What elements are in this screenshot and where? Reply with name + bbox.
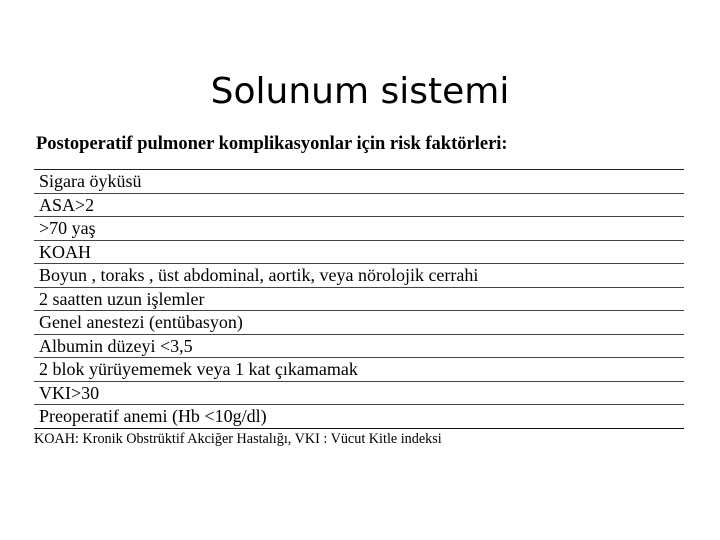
risk-factor-row: Genel anestezi (entübasyon): [34, 311, 684, 335]
risk-factor-row: Albumin düzeyi <3,5: [34, 335, 684, 359]
risk-factor-list: [34, 169, 684, 429]
risk-factor-row: ASA>2: [34, 194, 684, 218]
risk-factor-row: Sigara öyküsü: [34, 170, 684, 194]
table-heading: Postoperatif pulmoner komplikasyonlar için risk faktörleri:: [36, 134, 508, 154]
table-footnote: KOAH: Kronik Obstrüktif Akciğer Hastalığı, VKI : Vücut Kitle indeksi: [34, 430, 442, 447]
risk-factor-row: Preoperatif anemi (Hb <10g/dl): [34, 405, 684, 429]
risk-factor-row: Boyun , toraks , üst abdominal, aortik, veya nörolojik cerrahi: [34, 264, 684, 288]
risk-factor-row: VKI>30: [34, 382, 684, 406]
risk-factor-row: 2 blok yürüyememek veya 1 kat çıkamamak: [34, 358, 684, 382]
risk-factor-row: KOAH: [34, 241, 684, 265]
slide-title: Solunum sistemi: [210, 71, 510, 113]
risk-factors-table: [34, 132, 684, 448]
risk-factor-row: >70 yaş: [34, 217, 684, 241]
risk-factor-row: 2 saatten uzun işlemler: [34, 288, 684, 312]
